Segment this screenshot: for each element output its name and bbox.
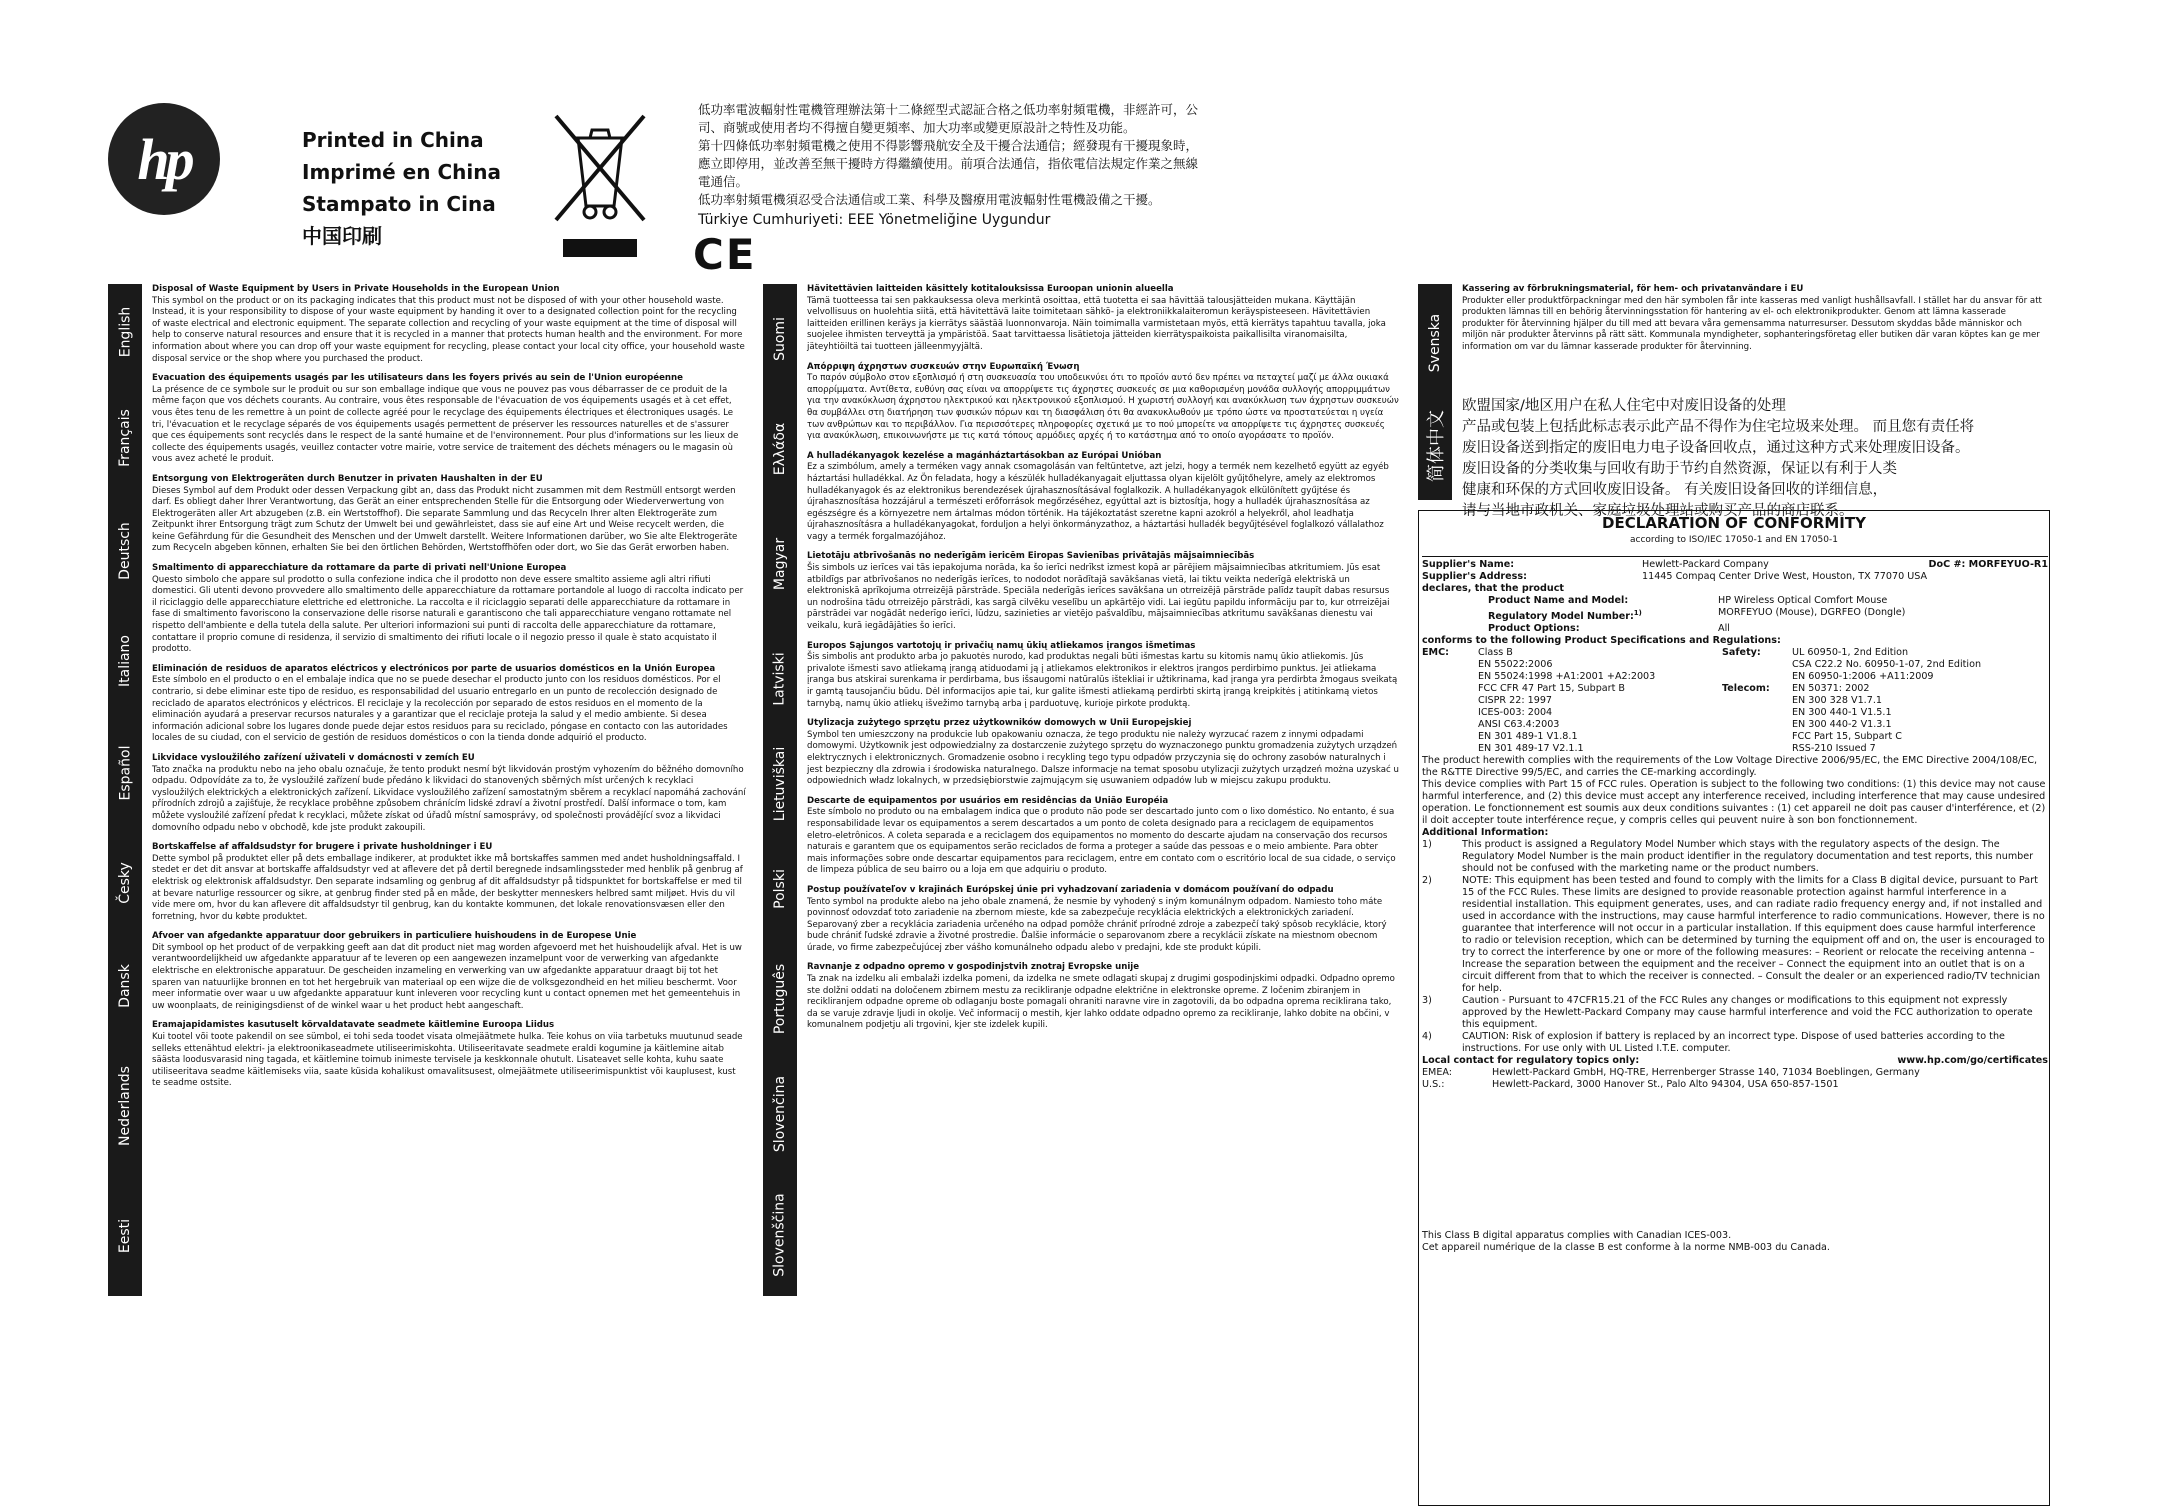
weee-section: Entsorgung von Elektrogeräten durch Benutzer in privaten Haushalten in der EU Dieses Symbol auf dem Produkt oder dessen Verpackung gibt an, dass das Produkt nicht zusammen mit dem Restmüll entsorgt werden darf. Es obliegt daher Ihrer Verantwortung, das Gerät an einer entsprechenden Stelle für die Entsorgung oder Wiederverwertung von Elektrogeräten aller Art abzugeben (z.B. ein Wertstoffhof). Die separate Sammlung und das Recyceln Ihrer alten Elektrogeräte zum Zeitpunkt ihrer Entsorgung trägt zum Schutz der Umwelt bei und gewährleistet, dass sie auf eine Art und Weise recycelt werden, die keine Gefährdung für die Gesundheit des Menschen und der Umwelt darstellt. Weitere Informationen darüber, wo Sie alte Elektrogeräte zum Recyceln abgeben können, erhalten Sie bei den örtlichen Behörden, Wertstoffhöfen oder dort, wo Sie das Gerät erworben haben. bbox=[152, 473, 738, 554]
lang-label: Deutsch bbox=[117, 522, 133, 580]
spec-item: EN 300 440-1 V1.5.1 bbox=[1792, 707, 1892, 719]
weee-section: Europos Sąjungos vartotojų ir privačių namų ūkių atliekamos įrangos išmetimas Šis simbolis ant produkto arba jo pakuotės nurodo, kad produktas negali būti išmestas kartu su kitomis namų ūkio atliekomis. Jūs privalote išmesti savo atliekamą įrangą atiduodami ją į atliekamos elektronikos ir elektros įrangos perdirbimo punktus. Jei atliekama įranga bus atskirai surenkama ir perdirbama, bus išsaugomi natūralūs ištekliai ir užtikrinama, kad įranga yra perdirbta žmogaus sveikatą ir gamtą tausojančiu būdu. Dėl informacijos apie tai, kur galite išmesti atliekamą perdirbti skirtą įrangą kreipkitės į atitinkamą vietos tarnybą, namų ūkio atliekų išvežimo tarnybą arba į parduotuvę, kurioje pirkote produktą. bbox=[807, 640, 1398, 709]
weee-section: Smaltimento di apparecchiature da rottamare da parte di privati nell'Unione Europea Questo simbolo che appare sul prodotto o sulla confezione indica che il prodotto non deve essere smaltito assieme agli altri rifiuti domestici. Gli utenti devono provvedere allo smaltimento delle apparecchiature da rottamare portandole al luogo di raccolta indicato per il riciclaggio delle apparecchiature elettriche ed elettroniche. La raccolta e il riciclaggio separati delle apparecchiature da rottamare in fase di smaltimento favoriscono la conservazione delle risorse naturali e garantiscono che tali apparecchiature vengano rottamate nel rispetto dell'ambiente e della tutela della salute. Per ulteriori informazioni sui punti di raccolta delle apparecchiature da rottamare, contattare il proprio comune di residenza, il servizio di smaltimento dei rifiuti locale o il negozio presso il quale è stato acquistato il prodotto. bbox=[152, 563, 744, 655]
black-bar bbox=[563, 239, 637, 257]
lang-label: Nederlands bbox=[117, 1066, 133, 1146]
text-line: 废旧设备的分类收集与回收有助于节约自然资源，保证以有利于人类 bbox=[1462, 461, 1897, 477]
weee-section: Hävitettävien laitteiden käsittely kotitalouksissa Euroopan unionin alueella Tämä tuotteessa tai sen pakkauksessa oleva merkintä osoittaa, että tuotetta ei saa hävittää talousjätteiden mukana. Käyttäjän velvollisuus on huolehtia siitä, että hävitettävä laite toimitetaan sähkö- ja elektroniikkalaiteromun keräyspisteeseen. Hävitettävien laitteiden erillinen keräys ja kierrätys säästää luonnonvaroja. Näin toimimalla varmistetaan myös, että kierrätys tapahtuu tavalla, joka suojelee ihmisten terveyttä ja ympäristöä. Saat tarvittaessa lisätietoja jätteiden kierrätyspaikoista paikallisilta viranomaisilta, jäteyhtiöiltä tai tuotteen jälleenmyyjältä. bbox=[807, 284, 1386, 352]
lang-label: Lietuviškai bbox=[772, 746, 788, 822]
weee-section: Likvidace vysloužilého zařízení uživateli v domácnosti v zemích EU Tato značka na produktu nebo na jeho obalu označuje, že tento produkt nesmí být likvidován prostým vyhozením do běžného domovního odpadu. Odpovídáte za to, že vysloužilé zařízení bude předáno k likvidaci do stanovených sběrných míst určených k recyklaci vysloužilých elektrických a elektronických zařízení. Likvidace vysloužilého zařízení samostatným sběrem a recyklací napomáhá zachování přírodních zdrojů a zajišťuje, že recyklace proběhne způsobem chránícím lidské zdraví a životní prostředí. Další informace o tom, kam můžete vysloužilé zařízení předat k recyklaci, můžete získat od úřadů místní samosprávy, od společnosti provádějící svoz a likvidaci domovního odpadu nebo v obchodě, kde jste produkt zakoupili. bbox=[152, 752, 746, 833]
declaration-body bbox=[1422, 556, 2048, 1091]
lang-label: Dansk bbox=[117, 964, 134, 1008]
canada-notice bbox=[1422, 1230, 1830, 1254]
lang-label: Suomi bbox=[772, 317, 789, 361]
text-line: 第十四條低功率射頻電機之使用不得影響飛航安全及干擾合法通信；經發現有干擾現象時， bbox=[698, 138, 1199, 153]
additional-info-title: Additional Information: bbox=[1422, 827, 1549, 839]
lang-label: Svenska bbox=[1418, 284, 1452, 402]
printed-line: Printed in China bbox=[302, 128, 484, 152]
product-name-row: Product Name and Model: HP Wireless Optical Comfort Mouse bbox=[1488, 595, 1888, 606]
text-line: 请与当地市政机关、家庭垃圾处理站或购买产品的商店联系。 bbox=[1462, 503, 1854, 519]
taiwan-ncc-notice bbox=[698, 101, 1298, 209]
weee-section: Utylizacja zużytego sprzętu przez użytkowników domowych w Unii Europejskiej Symbol ten umieszczony na produkcie lub opakowaniu oznacza, że tego produktu nie należy wyrzucać razem z innymi odpadami domowymi. Użytkownik jest odpowiedzialny za dostarczenie zużytego sprzętu do wyznaczonego punktu gromadzenia zużytych urządzeń elektrycznych i elektronicznych. Gromadzenie osobno i recykling tego typu odpadów przyczynia się do ochrony zasobów naturalnych i jest bezpieczny dla zdrowia i środowiska naturalnego. Dalsze informacje na temat sposobu utylizacji zużytych urządzeń można uzyskać u odpowiednich władz lokalnych, w przedsiębiorstwie zajmującym się usuwaniem odpadów lub w miejscu zakupu produktu. bbox=[807, 718, 1399, 787]
lang-label: Eesti bbox=[117, 1218, 134, 1254]
text-line: 健康和环保的方式回收废旧设备。 有关废旧设备回收的详细信息， bbox=[1462, 482, 1888, 498]
chinese-section bbox=[1462, 396, 2048, 522]
weee-section: Lietotāju atbrīvošanās no nederīgām iericēm Eiropas Savienības privātajās mājsaimniecībās Šis simbols uz ierīces vai tās iepakojuma norāda, ka šo ierīci nedrīkst izmest kopā ar pārējiem mājsaimniecības atkritumiem. Jūs esat atbildīgs par atbrīvošanos no nederīgās ierīces, to nododot norādītajā savākšanas vietā, lai tiktu veikta nederīgā elektriskā un elektroniskā aprīkojuma otrreizējā pārstrāde. Speciāla nederīgās ierīces savākšana un otrreizējā pārstrāde palīdz taupīt dabas resursus un nodrošina tādu otrreizējo pārstrādi, kas sargā cilvēku veselību un apkārtējo vidi. Lai iegūtu papildu informāciju par to, kur otrreizējai pārstrādei var nogādāt nederīgo ierīci, lūdzu, sazinieties ar vietējo pašvaldību, mājsaimniecības atkritumu savākšanas dienestu vai veikalu, kurā iegādājāties šo ierīci. bbox=[807, 551, 1390, 632]
supplier-address-row: Supplier's Address: 11445 Compaq Center Drive West, Houston, TX 77070 USA bbox=[1422, 571, 1928, 582]
spec-item: EN 301 489-17 V2.1.1 bbox=[1478, 743, 1584, 755]
conforms-line: conforms to the following Product Specifications and Regulations: bbox=[1422, 635, 1781, 647]
text-line: 電通信。 bbox=[698, 174, 749, 189]
weee-section: Eramajapidamistes kasutuselt kõrvaldatavate seadmete käitlemine Euroopa Liidus Kui tootel või toote pakendil on see sümbol, ei tohi seda toodet visata olmejäätmete hulka. Teie kohus on viia tarbetuks muutunud seade selleks ettenähtud elektri- ja elektroonikaseadmete utiliseerimiskohta. Utiliseeritavate seadmete eraldi kogumine ja käitlemine aitab säästa loodusvarasid ning tagada, et käitlemine toimub inimeste tervisele ja keskkonnale ohutult. Lisateavet selle kohta, kuhu saate utiliseeritava seadme käitlemiseks viia, saate küsida kohalikust omavalitsusest, olmejäätmete utiliseerimispunktist või kauplusest, kust te seadme ostsite. bbox=[152, 1020, 743, 1089]
lang-label: English bbox=[117, 306, 133, 358]
declaration-title: DECLARATION OF CONFORMITY bbox=[1602, 514, 1866, 532]
declares-line: declares, that the product bbox=[1422, 583, 1564, 594]
declaration-subtitle: according to ISO/IEC 17050-1 and EN 17050-1 bbox=[1630, 535, 1838, 545]
lang-label: 简体中文 bbox=[1418, 392, 1452, 500]
safety-telecom-block bbox=[1722, 647, 2048, 755]
weee-section: A hulladékanyagok kezelése a magánháztartásokban az Európai Unióban Ez a szimbólum, amely a terméken vagy annak csomagolásán van feltüntetve, azt jelzi, hogy a termék nem kezelhető együtt az egyéb háztartási hulladékkal. Az Ön feladata, hogy a készülék hulladékanyagait eljuttassa olyan kijelölt gyűjtőhelyre, amely az elektromos hulladékanyagok és az elektronikus berendezések újrahasznosításával foglalkozik. A hulladékanyagok elkülönített gyűjtése és újrahasznosítása hozzájárul a természeti erőforrások megőrzéséhez, egyúttal azt is biztosítja, hogy a hulladék újrahasznosítása az egészségre és a környezetre nem ártalmas módon történik. Ha tájékoztatást szeretne kapni azokról a helyekről, ahol leadhatja újrahasznosításra a hulladékanyagokat, forduljon a helyi önkormányzathoz, a háztartási hulladék begyűjtésével foglalkozó vállalathoz vagy a termék forgalmazójához. bbox=[807, 450, 1389, 542]
text-line: 低功率電波輻射性電機管理辦法第十二條經型式認証合格之低功率射頻電機，非經許可，公 bbox=[698, 102, 1199, 117]
weee-section: Postup používateľov v krajinách Európskej únie pri vyhadzovaní zariadenia v domácom používaní do odpadu Tento symbol na produkte alebo na jeho obale znamená, že nesmie by vyhodený s iným komunálnym odpadom. Namiesto toho máte povinnosť odovzdať toto zariadenie na zbernom mieste, kde sa zabezpečuje recyklácia elektrických a elektronických zariadení. Separovaný zber a recyklácia zariadenia určeného na odpad pomôže chrániť prírodné zdroje a zabezpečí taký spôsob recyklácie, ktorý bude chrániť ľudské zdravie a životné prostredie. Ďalšie informácie o separovanom zbere a recyklácii získate na miestnom obecnom úrade, vo firme zabezpečujúcej zber vášho komunálneho odpadu alebo v predajni, kde ste produkt kúpili. bbox=[807, 884, 1387, 953]
printed-line: Stampato in Cina bbox=[302, 192, 496, 216]
us-row: U.S.: Hewlett-Packard, 3000 Hanover St., Palo Alto 94304, USA 650-857-1501 bbox=[1422, 1079, 1839, 1091]
section-title: 欧盟国家/地区用户在私人住宅中对废旧设备的处理 bbox=[1462, 398, 1786, 414]
crossed-bin-icon bbox=[548, 108, 652, 226]
column-text bbox=[807, 284, 1401, 1040]
emea-row: EMEA: Hewlett-Packard GmbH, HQ-TRE, Herrenberger Strasse 140, 71034 Boeblingen, Germany bbox=[1422, 1067, 1920, 1079]
lang-label: Español bbox=[117, 745, 133, 801]
list-item: 2) NOTE: This equipment has been tested and found to comply with the limits for a Class B digital device, pursuant to Part 15 of the FCC Rules. These limits are designed to provide reasonable protection against harmful interference in a residential installation. This equipment generates, uses, and can radiate radio frequency energy and, if not installed and used in accordance with the instructions, may cause harmful interference to radio communications. However, there is no guarantee that interference will not occur in a particular installation. If this equipment does cause harmful interference to radio or television reception, which can be determined by turning the equipment off and on, the user is encouraged to try to correct the interference by one or more of the following measures: – Reorient or relocate the receiving antenna – Increase the separation between the equipment and the receiver – Connect the equipment into an outlet that is on a circuit different from that to which the receiver is connected. – Consult the dealer or an experienced radio/TV technician for help. bbox=[1422, 875, 2045, 995]
supplier-name-row: Supplier's Name: Hewlett-Packard Company DoC #: MORFEYUO-R1 bbox=[1422, 556, 2048, 571]
emc-block: EMC: Class B EN 55022:2006 EN 55024:1998 +A1:2001 +A2:2003 FCC CFR 47 Part 15, Subpart B CISPR 22: 1997 ICES-003: 2004 ANSI C63.4:2003 EN 301 489-1 V1.8.1 EN 301 489-17 V2.1.1 bbox=[1422, 647, 1656, 755]
column-text bbox=[152, 284, 746, 1098]
lang-label: Slovenščina bbox=[772, 1193, 789, 1277]
spec-item: EN 50371: 2002 bbox=[1792, 683, 1870, 695]
ce-mark: CE bbox=[693, 230, 757, 279]
spec-item: FCC CFR 47 Part 15, Subpart B bbox=[1478, 683, 1626, 695]
spec-item: EN 300 328 V1.7.1 bbox=[1792, 695, 1882, 707]
printed-in bbox=[302, 124, 501, 252]
lang-label: Latviski bbox=[772, 652, 788, 706]
spec-item: EN 60950-1:2006 +A11:2009 bbox=[1792, 671, 1934, 683]
lang-label: Português bbox=[772, 963, 789, 1035]
lang-label: Italiano bbox=[117, 635, 133, 687]
product-options-row: Product Options: All bbox=[1488, 623, 1730, 635]
lang-label: Magyar bbox=[772, 537, 789, 591]
spec-item: EN 300 440-2 V1.3.1 bbox=[1792, 719, 1892, 731]
spec-grid bbox=[1422, 647, 2048, 755]
list-item: 1) This product is assigned a Regulatory Model Number which stays with the regulatory aspects of the design. The Regulatory Model Number is the main product identifier in the regulatory documentation and test reports, this number should not be confused with the marketing name or the product numbers. bbox=[1422, 839, 2034, 875]
spec-item: RSS-210 Issued 7 bbox=[1792, 743, 1876, 755]
weee-section: Evacuation des équipements usagés par les utilisateurs dans les foyers privés au sein de l'Union européenne La présence de ce symbole sur le produit ou sur son emballage indique que vous ne pouvez pas vous débarrasser de ce produit de la même façon que vos déchets courants. Au contraire, vous êtes responsable de l'évacuation de vos équipements usagés et à cet effet, vous êtes tenu de les remettre à un point de collecte agréé pour le recyclage des équipements électriques et électroniques usagés. Le tri, l'évacuation et le recyclage séparés de vos équipements usagés permettent de préserver les ressources naturelles et de s'assurer que ces équipements sont recyclés dans le respect de la santé humaine et de l'environnement. Pour plus d'informations sur les lieux de collecte des équipements usagés, veuillez contacter votre mairie, votre service de traitement des déchets ménagers ou le magasin où vous avez acheté le produit. bbox=[152, 373, 739, 465]
weee-section: Απόρριψη άχρηστων συσκευών στην Ευρωπαϊκή Ένωση Το παρόν σύμβολο στον εξοπλισμό ή στη συσκευασία του υποδεικνύει ότι το προϊόν αυτό δεν πρέπει να πεταχτεί μαζί με άλλα οικιακά απορρίμματα. Αντίθετα, ευθύνη σας είναι να απορρίψετε τις άχρηστες συσκευές σε μια καθορισμένη μονάδα συλλογής απορριμμάτων για την ανακύκλωση άχρηστου ηλεκτρικού και ηλεκτρονικού εξοπλισμού. Η χωριστή συλλογή και ανακύκλωση των άχρηστων συσκευών θα συμβάλλει στη διατήρηση των φυσικών πόρων και τη διασφάλιση ότι θα ανακυκλωθούν με τρόπο ώστε να προστατεύεται η υγεία των ανθρώπων και το περιβάλλον. Για περισσότερες πληροφορίες σχετικά με το πού μπορείτε να απορρίψετε τις άχρηστες συσκευές για ανακύκλωση, επικοινωνήστε με τις κατά τόπους αρμόδιες αρχές ή το κατάστημα από το οποίο αγοράσατε το προϊόν. bbox=[807, 361, 1399, 442]
weee-section: Disposal of Waste Equipment by Users in Private Households in the European Union This symbol on the product or on its packaging indicates that this product must not be disposed of with your other household waste. Instead, it is your responsibility to dispose of your waste equipment by handing it over to a designated collection point for the recycling of waste electrical and electronic equipment. The separate collection and recycling of your waste equipment at the time of disposal will help to conserve natural resources and ensure that it is recycled in a manner that protects human health and the environment. For more information about where you can drop off your waste equipment for recycling, please contact your local city office, your household waste disposal service or the shop where you purchased the product. bbox=[152, 284, 745, 364]
spec-item: CSA C22.2 No. 60950-1-07, 2nd Edition bbox=[1792, 659, 1982, 671]
printed-line: Imprimé en China bbox=[302, 160, 501, 184]
fcc-paragraph: This device complies with Part 15 of FCC rules. Operation is subject to the following two conditions: (1) this device may not cause harmful interference, and (2) this device must accept any interference received, including interference that may cause undesired operation. Le fonctionnement est soumis aux deux conditions suivantes : (1) cet appareil ne doit pas causer d'interférence, et (2) il doit accepter toute interférence reçue, y compris celles qui peuvent nuire à son bon fonctionnement. bbox=[1422, 779, 2046, 827]
spec-item: EN 301 489-1 V1.8.1 bbox=[1478, 731, 1578, 743]
language-sidebar bbox=[108, 284, 142, 1296]
safety-block: Safety: UL 60950-1, 2nd Edition CSA C22.2 No. 60950-1-07, 2nd Edition EN 60950-1:2006 +A11:2009 bbox=[1722, 647, 1982, 683]
text-line: 應立即停用，並改善至無干擾時方得繼續使用。前項合法通信，指依電信法規定作業之無線 bbox=[698, 156, 1199, 171]
lang-label: Ελλάδα bbox=[772, 422, 789, 476]
spec-item: EN 55024:1998 +A1:2001 +A2:2003 bbox=[1478, 671, 1656, 683]
spec-item: EN 55022:2006 bbox=[1478, 659, 1553, 671]
text-line: 产品或包装上包括此标志表示此产品不得作为住宅垃圾来处理。 而且您有责任将 bbox=[1462, 419, 1975, 435]
text-line: 低功率射頻電機須忍受合法通信或工業、科學及醫療用電波輻射性電機設備之干擾。 bbox=[698, 192, 1161, 207]
list-item: 3) Caution - Pursuant to 47CFR15.21 of the FCC Rules any changes or modifications to this equipment not expressly approved by the Hewlett-Packard Company may cause harmful interference and void the FCC authorization to operate this equipment. bbox=[1422, 995, 2033, 1031]
text-line: 司、商號或使用者均不得擅自變更頻率、加大功率或變更原設計之特性及功能。 bbox=[698, 120, 1136, 135]
spec-item: ANSI C63.4:2003 bbox=[1478, 719, 1560, 731]
turkiye-notice: Türkiye Cumhuriyeti: EEE Yönetmeliğine Uygundur bbox=[698, 212, 1051, 228]
directive-paragraph: The product herewith complies with the requirements of the Low Voltage Directive 2006/95/EC, the EMC Directive 2004/108/EC, the R&TTE Directive 99/5/EC, and carries the CE-marking accordingly. bbox=[1422, 755, 2038, 779]
spec-item: Class B bbox=[1478, 647, 1513, 659]
spec-item: UL 60950-1, 2nd Edition bbox=[1792, 647, 1909, 659]
spec-item: ICES-003: 2004 bbox=[1478, 707, 1553, 719]
column-weee-1 bbox=[108, 284, 748, 1296]
text-line: Cet appareil numérique de la classe B est conforme à la norme NMB-003 du Canada. bbox=[1422, 1242, 1830, 1253]
column-weee-2 bbox=[763, 284, 1403, 1296]
section-body: Produkter eller produktförpackningar med den här symbolen får inte kasseras med vanligt hushållsavfall. I stället har du ansvar för att produkten lämnas till en behörig återvinningsstation för hantering av el- och elektronikprodukter. Genom att lämna kasserade produkter för återvinning hjälper du till med att bevara våra gemensamma naturresurser. Dessutom skyddas både människor och miljön när produkter återvinns på rätt sätt. Kommunala myndigheter, sophanteringsföretag eller butiken där varan köptes kan ge mer information om var du lämnar kasserade produkter för återvinning. bbox=[1462, 295, 2042, 352]
local-contact-row: Local contact for regulatory topics only: www.hp.com/go/certificates bbox=[1422, 1055, 2048, 1067]
lang-label: Slovenčina bbox=[772, 1075, 788, 1153]
hp-logo: hp bbox=[108, 103, 220, 215]
certificates-link[interactable]: www.hp.com/go/certificates bbox=[1897, 1055, 2048, 1067]
weee-section: Bortskaffelse af affaldsudstyr for brugere i private husholdninger i EU Dette symbol på produktet eller på dets emballage indikerer, at produktet ikke må bortskaffes sammen med andet husholdningsaffald. I stedet er det dit ansvar at bortskaffe affaldsudstyr ved at aflevere det på dertil beregnede indsamlingssteder med henblik på genbrug af elektrisk og elektronisk affaldsudstyr. Den separate indsamling og genbrug af dit affaldsudstyr på tidspunktet for bortskaffelse er med til at bevare naturlige ressourcer og sikre, at genbrug finder sted på en måde, der beskytter menneskers helbred samt miljøet. Hvis du vil vide mere om, hvor du kan aflevere dit affaldsudstyr til genbrug, kan du kontakte kommunen, det lokale renovationsvæsen eller den forretning, hvor du købte produktet. bbox=[152, 842, 743, 922]
printed-line: 中国印刷 bbox=[302, 224, 382, 248]
list-item: 4) CAUTION: Risk of explosion if battery is replaced by an incorrect type. Dispose of used batteries according to the instructions. For use only with UL Listed I.T.E. computer. bbox=[1422, 1031, 2005, 1055]
lang-label: Polski bbox=[772, 869, 789, 909]
language-sidebar bbox=[763, 284, 797, 1296]
spec-item: FCC Part 15, Subpart C bbox=[1792, 731, 1902, 743]
spec-item: CISPR 22: 1997 bbox=[1478, 695, 1553, 707]
text-line: This Class B digital apparatus complies with Canadian ICES-003. bbox=[1422, 1230, 1732, 1241]
lang-label: Česky bbox=[117, 862, 134, 904]
weee-section: Descarte de equipamentos por usuários em residências da União Européia Este símbolo no produto ou na embalagem indica que o produto não pode ser descartado junto com o lixo doméstico. No entanto, é sua responsabilidade levar os equipamentos a serem descartados a um ponto de coleta designado para a reciclagem de equipamentos eletro-eletrônicos. A coleta separada e a reciclagem dos equipamentos no momento do descarte ajudam na conservação dos recursos naturais e garantem que os equipamentos serão reciclados de forma a proteger a saúde das pessoas e o meio ambiente. Para obter mais informações sobre onde descartar equipamentos para reciclagem, entre em contato com o escritório local de sua cidade, o serviço de limpeza pública de seu bairro ou a loja em que adquiriu o produto. bbox=[807, 795, 1396, 876]
lang-label: Français bbox=[117, 409, 134, 467]
text-line: 废旧设备送到指定的废旧电力电子设备回收点，通过这种方式来处理废旧设备。 bbox=[1462, 440, 1970, 456]
weee-section: Ravnanje z odpadno opremo v gospodinjstvih znotraj Evropske unije Ta znak na izdelku ali embalaži izdelka pomeni, da izdelka ne smete odlagati skupaj z drugimi gospodinjskimi odpadki. Odpadno opremo ste dolžni oddati na določenem zbirnem mestu za recikliranje odpadne električne in elektronske opreme. Z ločenim zbiranjem in recikliranjem odpadne opreme ob odlaganju boste pomagali ohraniti naravne vire in zagotovili, da bo odpadna oprema reciklirana tako, da se varuje zdravje ljudi in okolje. Več informacij o mestih, kjer lahko oddate odpadno opremo za recikliranje, lahko dobite na občini, v komunalnem podjetju ali trgovini, kjer ste izdelek kupili. bbox=[807, 962, 1395, 1031]
regulatory-model-row: Regulatory Model Number:$^{1)}$ MORFEYUO (Mouse), DGRFEO (Dongle) bbox=[1488, 607, 1906, 623]
weee-section: Eliminación de residuos de aparatos eléctricos y electrónicos por parte de usuarios domésticos en la Unión Europea Este símbolo en el producto o en el embalaje indica que no se puede desechar el producto junto con los residuos domésticos. Por el contrario, si debe eliminar este tipo de residuo, es responsabilidad del usuario entregarlo en un punto de recolección designado de reciclado de aparatos electrónicos y eléctricos. El reciclaje y la recolección por separado de estos residuos en el momento de la eliminación ayudará a preservar recursos naturales y a garantizar que el reciclaje proteja la salud y el medio ambiente. Si desea información adicional sobre los lugares donde puede dejar estos residuos para su reciclado, póngase en contacto con las autoridades locales de su ciudad, con el servicio de gestión de residuos domésticos o con la tienda donde adquirió el producto. bbox=[152, 663, 728, 744]
telecom-block: Telecom: EN 50371: 2002 EN 300 328 V1.7.1 EN 300 440-1 V1.5.1 EN 300 440-2 V1.3.1 FCC Part 15, Subpart C RSS-210 Issued 7 bbox=[1722, 683, 1902, 755]
additional-info-list bbox=[1422, 839, 2048, 1055]
weee-section: Afvoer van afgedankte apparatuur door gebruikers in particuliere huishoudens in de Europese Unie Dit symbool op het product of de verpakking geeft aan dat dit product niet mag worden afgevoerd met het huishoudelijk afval. Het is uw verantwoordelijkheid uw afgedankte apparatuur af te leveren op een aangewezen inzamelpunt voor de verwerking van afgedankte elektrische en elektronische apparatuur. De gescheiden inzameling en verwerking van uw afgedankte apparatuur draagt bij tot het sparen van natuurlijke bronnen en tot het hergebruik van materiaal op een wijze die de volksgezondheid en het milieu beschermt. Voor meer informatie over waar u uw afgedankte apparatuur kunt inleveren voor recycling kunt u contact opnemen met het gemeentehuis in uw woonplaats, de reinigingsdienst of de winkel waar u het product hebt aangeschaft. bbox=[152, 931, 742, 1011]
section-title: Kassering av förbrukningsmaterial, för hem- och privatanvändare i EU bbox=[1462, 284, 1804, 294]
swedish-section bbox=[1462, 284, 2048, 354]
